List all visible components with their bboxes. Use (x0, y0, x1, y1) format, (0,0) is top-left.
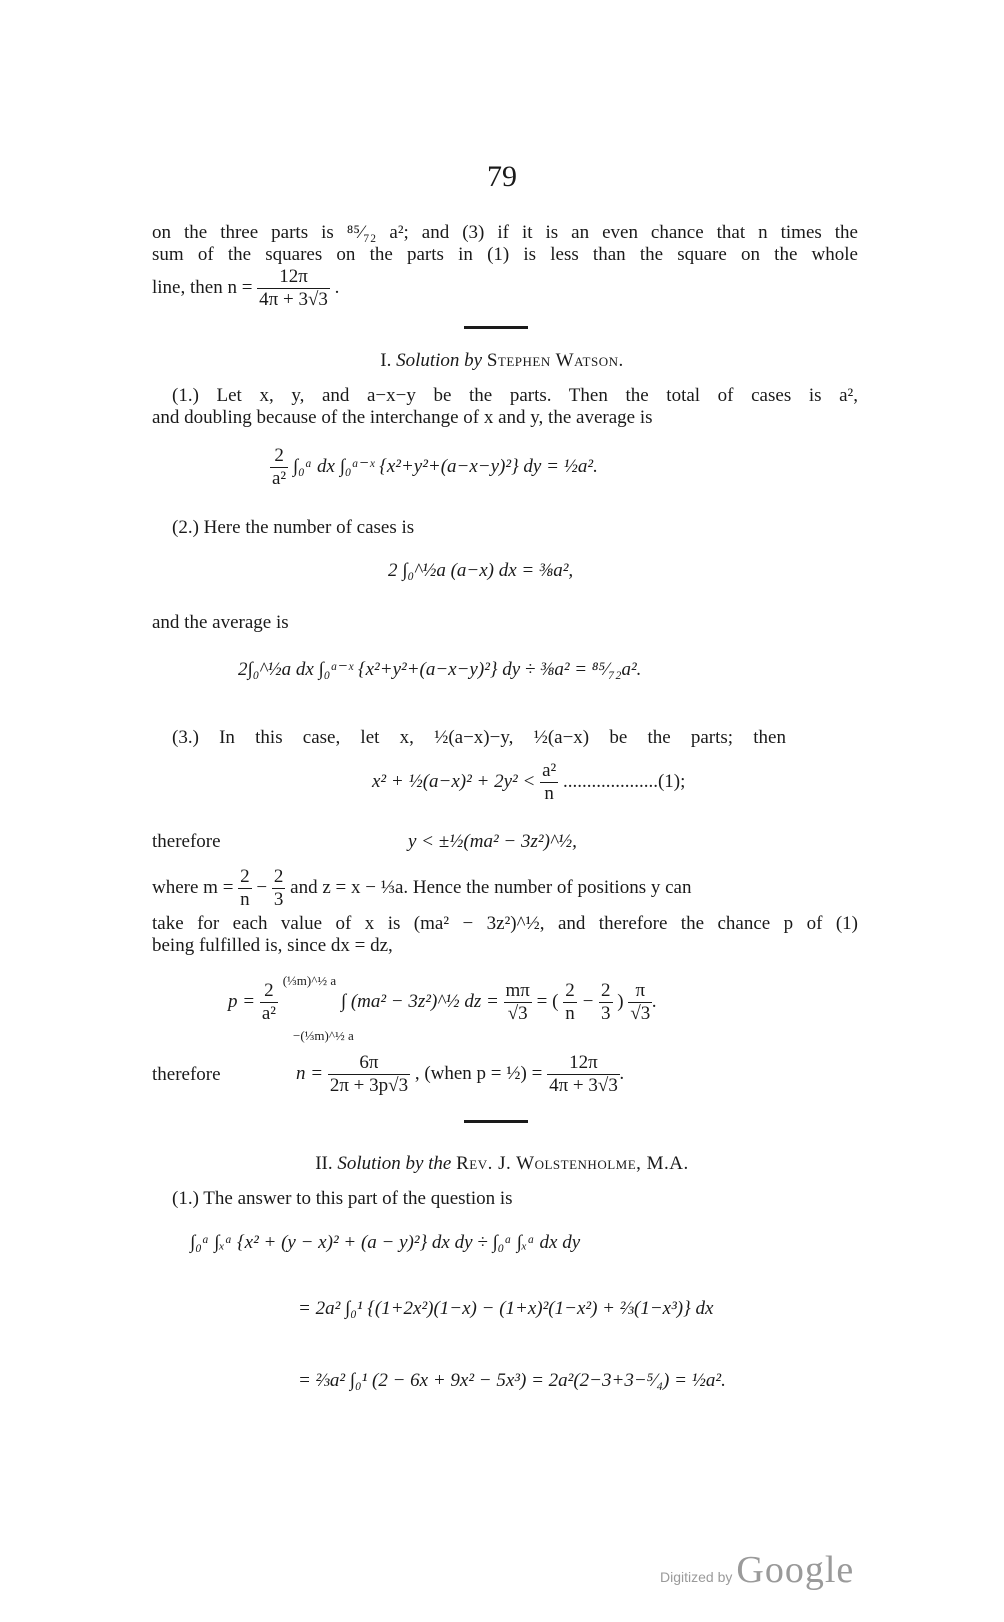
s1-eq7-left: n = (296, 1062, 324, 1084)
solution-2-heading (0, 1153, 1004, 1175)
s3-where-minus: − (256, 876, 268, 898)
page-number: 79 (487, 160, 517, 193)
s2-p-line-2: and the average is (152, 612, 289, 633)
s1-p1-line-2: and doubling because of the interchange of x and y, the average is (152, 407, 653, 428)
watermark-prefix: Digitized by (660, 1569, 733, 1585)
sol2-equation-2: = 2a² ∫₀¹ {(1+2x²)(1−x) − (1+x)²(1−x²) + ⅔(1−x³)} dx (298, 1298, 714, 1319)
s1-eq6-frac-1 (504, 980, 532, 1025)
s1-equation-2: 2 ∫₀^½a (a−x) dx = ⅜a², (388, 560, 574, 581)
s1-eq4-right: ....................(1); (562, 770, 686, 792)
s3-where-prefix: where m = (152, 876, 234, 898)
s3-where-frac-2 (272, 866, 286, 911)
s3-where-frac-1 (238, 866, 252, 911)
s2-p-line-1: (2.) Here the number of cases is (172, 517, 415, 538)
intro-line-2: sum of the squares on the parts in (1) is less than the square on the whole (152, 244, 858, 265)
s1-eq6-mid: = ( (536, 990, 559, 1012)
s1-eq7-frac1-num: 6π (328, 1052, 410, 1075)
s1-equation-1 (270, 445, 598, 490)
s1-eq6-integral: ∫ (ma² − 3z²)^½ dz = (340, 990, 499, 1012)
solution-1-heading-prefix: I. (380, 350, 397, 371)
s3-where-suffix: and z = x − ⅓a. Hence the number of positions y can (290, 876, 692, 898)
s3-p-line-4: being fulfilled is, since dx = dz, (152, 935, 393, 956)
intro-fraction-numerator: 12π (257, 266, 330, 289)
s1-eq6-lower-limit: −(⅓m)^½ a (293, 1028, 354, 1043)
s1-eq6-frac4-num: π (628, 980, 652, 1003)
solution-1-heading-italic: Solution by (396, 350, 483, 371)
s3-therefore-2: therefore (152, 1064, 221, 1085)
s1-equation-6: p = $\frac{2}{\text{a²}}$ $^{(\frac{1}{3}m)\^{}\frac{1}{2} a}$ ∫ (ma² − 3z²)^½ dz = $\frac{m\pi}{√3}$ = ( $\frac{2}{n}$ − $\frac{2}{3}$ ) $\frac{\pi}{√3}$ . (228, 972, 658, 1024)
s1-p1-line-1: (1.) Let x, y, and a−x−y be the parts. Then the total of cases is a², (172, 385, 858, 406)
intro-fraction (257, 266, 330, 311)
s1-eq1-coef-den: a² (272, 468, 287, 489)
s1-eq6-left: p = (228, 990, 256, 1012)
s1-eq6-frac1-den: √3 (507, 1003, 528, 1024)
intro-line-3: line, then n = $\frac{12\pi}{4\pi + 3√3}$ . (152, 266, 340, 310)
s3-where-frac2-den: 3 (273, 889, 284, 910)
s1-eq7-frac-2 (547, 1052, 620, 1097)
s1-eq1-coefficient (270, 445, 288, 490)
solution-1-heading (0, 350, 1004, 372)
s1-eq7-frac2-num: 12π (547, 1052, 620, 1075)
s1-eq4-frac-den: n (544, 783, 554, 804)
intro-line-1: on the three parts is ⁸⁵⁄₇₂ a²; and (3) if it is an even chance that n times the (152, 222, 858, 243)
s3-where-frac1-num: 2 (240, 866, 250, 887)
s3-p-line-1: (3.) In this case, let x, ½(a−x)−y, ½(a−x) be the parts; then (172, 727, 786, 748)
s3-therefore-1: therefore (152, 831, 221, 852)
section-divider-1 (464, 326, 528, 329)
s1-eq6-end: ) (617, 990, 624, 1012)
s1-eq6-coef: $\frac{2}{\text{a²}}$ (261, 980, 276, 1024)
s1-eq4-frac-num: a² (542, 760, 557, 781)
solution-2-author: Rev. J. Wolstenholme, M.A. (456, 1153, 689, 1174)
s1-eq4-fraction (540, 760, 558, 805)
s1-eq7-frac-1 (328, 1052, 410, 1097)
s1-eq7-frac1-den: 2π + 3p√3 (329, 1075, 409, 1096)
solution-2-heading-italic: Solution by the (337, 1153, 452, 1174)
s3-where-line (152, 866, 691, 911)
s1-equation-3: 2∫₀^½a dx ∫₀ᵃ⁻ˣ {x²+y²+(a−x−y)²} dy ÷ ⅜a² = ⁸⁵⁄₇₂a². (238, 659, 642, 680)
intro-line-3-prefix: line, then n = (152, 276, 253, 298)
s1-equation-7: n = $\frac{6\pi}{2\pi + 3p√3}$ , (when p = ½) = $\frac{12\pi}{4\pi + 3√3}$ . (296, 1052, 625, 1096)
s3-where-frac2-num: 2 (273, 866, 284, 887)
s1-eq6-frac-4 (628, 980, 652, 1025)
s1-eq7-frac2-den: 4π + 3√3 (549, 1075, 618, 1096)
s1-eq7-mid: , (when p = ½) = (414, 1062, 543, 1084)
s1-eq6-frac4-den: √3 (630, 1003, 651, 1024)
s1-equation-4 (372, 760, 685, 805)
s3-p-line-3: take for each value of x is (ma² − 3z²)^½, and therefore the chance p of (1) (152, 913, 858, 934)
section-divider-2 (464, 1120, 528, 1123)
s1-eq6-upper-limit: (⅓m)^½ a (282, 972, 337, 988)
s1-eq1-body: ∫₀ᵃ dx ∫₀ᵃ⁻ˣ {x²+y²+(a−x−y)²} dy = ½a². (292, 455, 598, 477)
digitized-by-google-watermark (660, 1548, 854, 1592)
s3-where-frac1-den: n (240, 889, 250, 910)
intro-fraction-denominator: 4π + 3√3 (259, 289, 328, 310)
s1-eq4-left: x² + ½(a−x)² + 2y² < (372, 770, 536, 792)
sol2-equation-1: ∫₀ᵃ ∫ₓᵃ {x² + (y − x)² + (a − y)²} dx dy ÷ ∫₀ᵃ ∫ₓᵃ dx dy (190, 1232, 581, 1253)
solution-1-author: Stephen Watson. (486, 350, 624, 371)
sol2-p-line-1: (1.) The answer to this part of the question is (172, 1188, 513, 1209)
s1-equation-5: y < ±½(ma² − 3z²)^½, (408, 831, 577, 852)
s1-eq6-frac1-num: mπ (505, 980, 530, 1001)
s1-eq1-coef-num: 2 (270, 445, 288, 468)
solution-2-heading-prefix: II. (315, 1153, 338, 1174)
google-logo: Google (736, 1549, 855, 1591)
sol2-equation-3: = ⅔a² ∫₀¹ (2 − 6x + 9x² − 5x³) = 2a²(2−3+3−⁵⁄₄) = ½a². (298, 1370, 726, 1391)
